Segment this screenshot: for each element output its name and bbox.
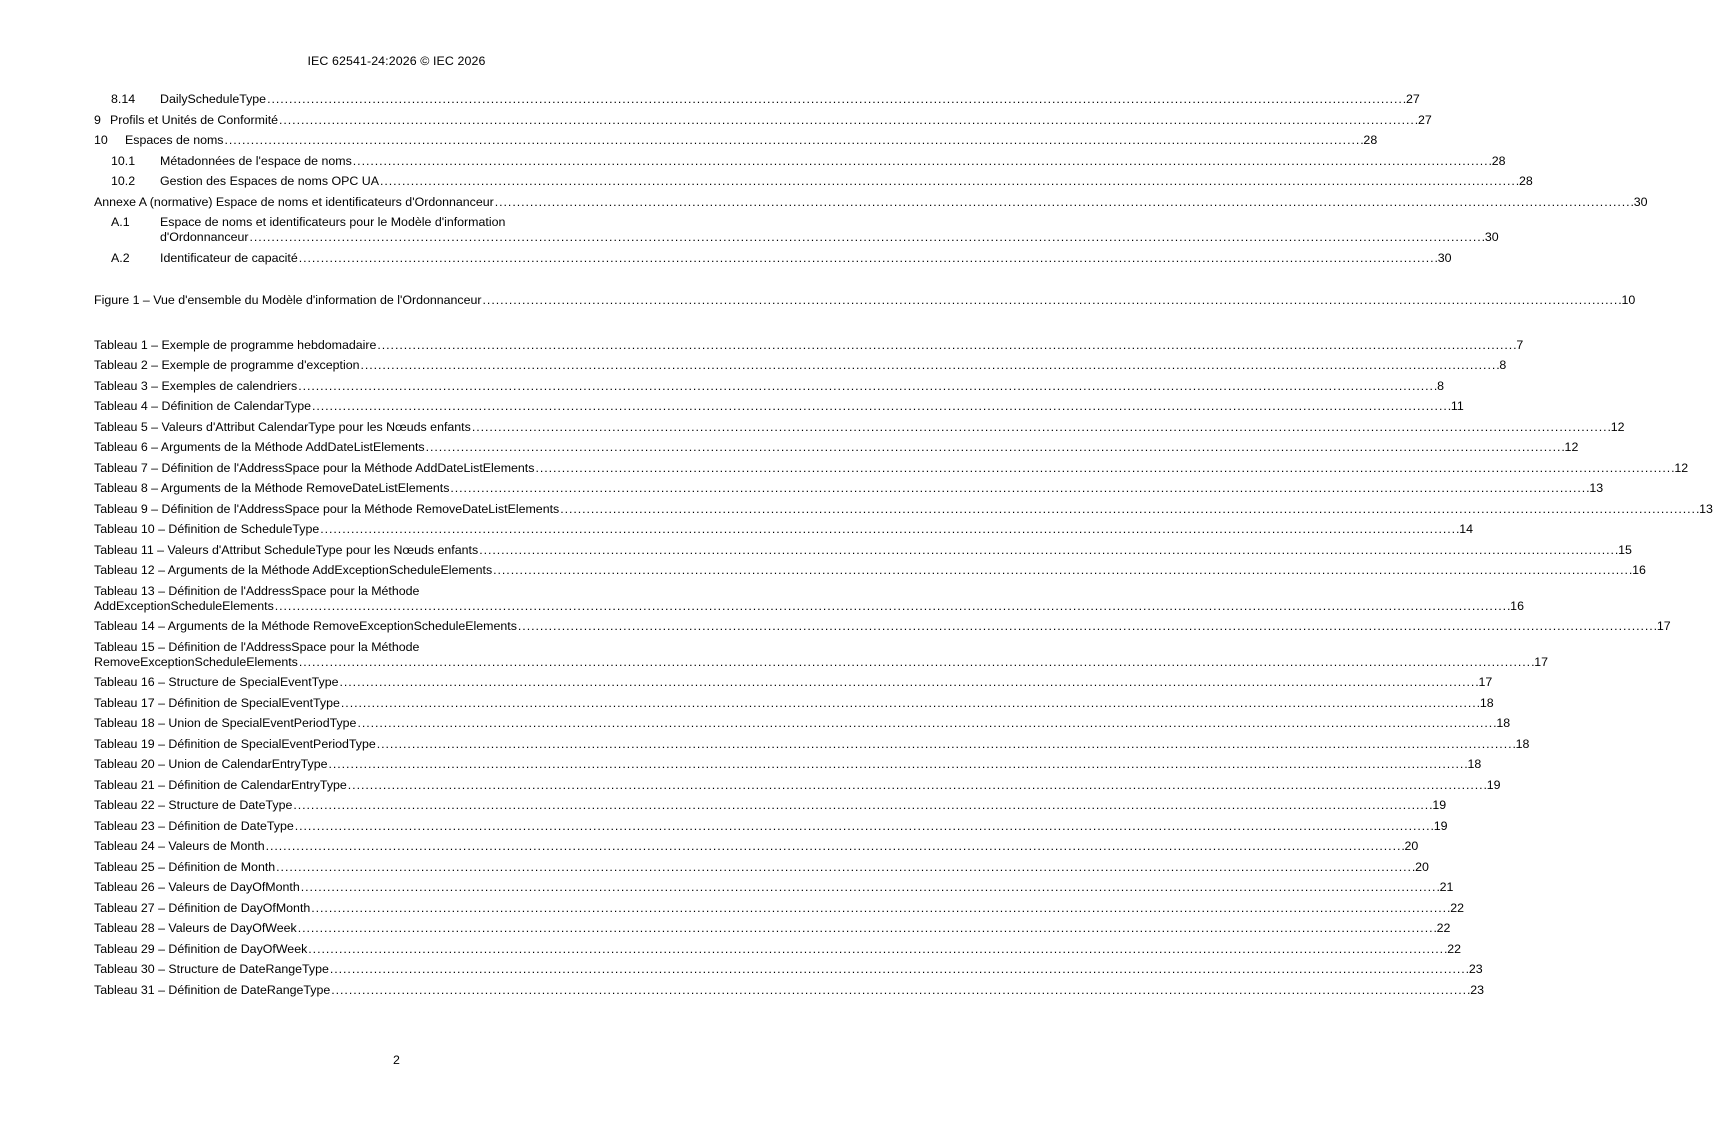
toc-leader-dots bbox=[357, 716, 1495, 731]
toc-leader-dots bbox=[483, 293, 1621, 308]
toc-entry-page: 20 bbox=[1404, 839, 1419, 853]
toc-entry-page: 27 bbox=[1417, 112, 1432, 127]
toc-entry-page: 28 bbox=[1363, 133, 1378, 147]
toc-entry-page: 27 bbox=[1406, 92, 1420, 106]
toc-table-title: Tableau 8 – Arguments de la Méthode RemoveDateListElements bbox=[94, 481, 450, 495]
toc-table-7[interactable] bbox=[94, 460, 1689, 476]
toc-entry-page: 16 bbox=[1632, 563, 1646, 577]
toc-entry-page: 28 bbox=[1518, 174, 1533, 188]
toc-table-title: Tableau 3 – Exemples de calendriers bbox=[94, 378, 298, 393]
toc-table-25[interactable] bbox=[94, 859, 1429, 875]
toc-entry-page: 14 bbox=[1459, 522, 1473, 536]
page-number: 2 bbox=[393, 1053, 400, 1067]
toc-leader-dots bbox=[311, 901, 1449, 916]
toc-entry-page: 8 bbox=[1437, 378, 1445, 393]
toc-entry-page: 21 bbox=[1439, 880, 1454, 894]
toc-table-title: Tableau 26 – Valeurs de DayOfMonth bbox=[94, 880, 300, 894]
toc-table-title: Tableau 19 – Définition de SpecialEventPeriodType bbox=[94, 736, 376, 751]
toc-leader-dots bbox=[279, 113, 1417, 128]
toc-entry-number: 8.14 bbox=[111, 92, 136, 106]
toc-leader-dots bbox=[275, 599, 1509, 614]
toc-leader-dots bbox=[293, 798, 1431, 813]
toc-table-31[interactable] bbox=[94, 982, 1484, 998]
toc-leader-dots bbox=[377, 338, 1515, 353]
toc-table-title: Tableau 20 – Union de CalendarEntryType bbox=[94, 757, 328, 771]
toc-entry-page: 22 bbox=[1450, 900, 1464, 915]
toc-entry-page: 12 bbox=[1610, 419, 1625, 434]
toc-table-title: Tableau 29 – Définition de DayOfWeek bbox=[94, 941, 308, 956]
toc-table-26[interactable] bbox=[94, 880, 1454, 895]
toc-entry-title: Métadonnées de l'espace de noms bbox=[160, 153, 352, 168]
toc-leader-dots bbox=[267, 92, 1405, 107]
toc-table-title: Tableau 11 – Valeurs d'Attribut ScheduleType pour les Nœuds enfants bbox=[94, 542, 479, 557]
toc-table-11[interactable] bbox=[94, 542, 1632, 558]
toc-table-5[interactable] bbox=[94, 419, 1625, 435]
toc-leader-dots bbox=[493, 563, 1631, 578]
toc-entry-page: 17 bbox=[1656, 619, 1671, 633]
toc-table-1[interactable] bbox=[94, 337, 1524, 353]
toc-table-title: Tableau 23 – Définition de DateType bbox=[94, 818, 294, 833]
toc-table-title: Tableau 28 – Valeurs de DayOfWeek bbox=[94, 921, 297, 935]
toc-entry-page: 30 bbox=[1484, 230, 1499, 244]
toc-leader-dots bbox=[320, 522, 1458, 537]
toc-leader-dots bbox=[535, 461, 1673, 476]
toc-table-title: Tableau 6 – Arguments de la Méthode AddDateListElements bbox=[94, 440, 425, 454]
toc-entry-page: 30 bbox=[1437, 250, 1452, 265]
toc-leader-dots bbox=[518, 619, 1656, 634]
toc-table-3[interactable] bbox=[94, 378, 1445, 394]
toc-table-title: Tableau 18 – Union de SpecialEventPeriodType bbox=[94, 716, 357, 730]
toc-table-30[interactable] bbox=[94, 962, 1483, 977]
toc-table-9[interactable] bbox=[94, 501, 1713, 517]
toc-leader-dots bbox=[298, 379, 1436, 394]
toc-entry-title: Annexe A (normative) Espace de noms et identificateurs d'Ordonnanceur bbox=[94, 194, 494, 209]
toc-table-4[interactable] bbox=[94, 399, 1464, 414]
toc-leader-dots bbox=[426, 440, 1564, 455]
toc-table-15[interactable] bbox=[94, 639, 1549, 670]
toc-table-title: Tableau 7 – Définition de l'AddressSpace pour la Méthode AddDateListElements bbox=[94, 460, 535, 475]
toc-entry-number: A.2 bbox=[111, 250, 130, 265]
toc-entry-page: 19 bbox=[1432, 798, 1447, 812]
toc-table-27[interactable] bbox=[94, 900, 1464, 916]
toc-entry-page: 30 bbox=[1633, 194, 1648, 209]
toc-table-10[interactable] bbox=[94, 522, 1473, 537]
toc-leader-dots bbox=[225, 133, 1363, 148]
toc-leader-dots bbox=[472, 420, 1610, 435]
toc-entry-page: 11 bbox=[1450, 399, 1464, 413]
toc-table-24[interactable] bbox=[94, 839, 1419, 854]
toc-entry-page: 10 bbox=[1621, 293, 1636, 307]
toc-entry-page: 20 bbox=[1415, 859, 1429, 874]
toc-entry-number: 10.1 bbox=[111, 153, 136, 168]
toc-entry-9[interactable] bbox=[94, 112, 1432, 128]
toc-leader-dots bbox=[479, 543, 1617, 558]
toc-table-title: Tableau 24 – Valeurs de Month bbox=[94, 839, 265, 853]
toc-table-title: Tableau 10 – Définition de ScheduleType bbox=[94, 522, 320, 536]
toc-leader-dots bbox=[360, 358, 1498, 373]
spacer bbox=[94, 271, 698, 293]
toc-entry-title: Identificateur de capacité bbox=[160, 250, 298, 265]
toc-table-title: Tableau 31 – Définition de DateRangeType bbox=[94, 982, 331, 997]
toc-table-title: Tableau 1 – Exemple de programme hebdomadaire bbox=[94, 337, 377, 352]
toc-table-16[interactable] bbox=[94, 675, 1493, 690]
toc-leader-dots bbox=[353, 154, 1491, 169]
toc-leader-dots bbox=[331, 983, 1469, 998]
toc-table-title: Tableau 4 – Définition de CalendarType bbox=[94, 399, 311, 413]
toc-entry-page: 28 bbox=[1491, 153, 1506, 168]
toc-entry-10-1[interactable] bbox=[94, 153, 1506, 169]
toc-table-20[interactable] bbox=[94, 757, 1482, 772]
toc-entry-page: 18 bbox=[1479, 695, 1494, 710]
toc-entry-page: 22 bbox=[1447, 941, 1462, 956]
toc-entry-page: 12 bbox=[1564, 440, 1579, 454]
toc-table-title: Tableau 27 – Définition de DayOfMonth bbox=[94, 900, 311, 915]
toc-table-title: Tableau 17 – Définition de SpecialEventType bbox=[94, 695, 340, 710]
toc-table-17[interactable] bbox=[94, 695, 1494, 711]
toc-table-13[interactable] bbox=[94, 583, 1524, 614]
toc-entry-page: 17 bbox=[1478, 675, 1493, 689]
toc-entry-page: 17 bbox=[1534, 654, 1549, 669]
toc-table-19[interactable] bbox=[94, 736, 1530, 752]
toc-leader-dots bbox=[312, 399, 1450, 414]
toc-entry-page: 15 bbox=[1618, 542, 1632, 557]
toc-figure-title: Figure 1 – Vue d'ensemble du Modèle d'information de l'Ordonnanceur bbox=[94, 293, 482, 307]
toc-entry-page: 18 bbox=[1515, 736, 1530, 751]
toc-table-12[interactable] bbox=[94, 563, 1646, 578]
toc-entry-page: 12 bbox=[1674, 460, 1689, 475]
toc-leader-dots bbox=[299, 251, 1437, 266]
toc-entry-page: 23 bbox=[1468, 962, 1483, 976]
toc-table-title: Tableau 13 – Définition de l'AddressSpace pour la Méthode bbox=[94, 583, 420, 598]
toc-entry-page: 18 bbox=[1496, 716, 1511, 730]
toc-table-6[interactable] bbox=[94, 440, 1579, 455]
toc-table-title: Tableau 30 – Structure de DateRangeType bbox=[94, 962, 329, 976]
toc-table-23[interactable] bbox=[94, 818, 1448, 834]
toc-leader-dots bbox=[299, 655, 1533, 670]
toc-table-title-continued: AddExceptionScheduleElements bbox=[94, 598, 274, 613]
toc-leader-dots bbox=[380, 174, 1518, 189]
toc-table-title: Tableau 5 – Valeurs d'Attribut CalendarType pour les Nœuds enfants bbox=[94, 419, 471, 434]
toc-leader-dots bbox=[341, 696, 1479, 711]
toc-entry-number: 9 bbox=[94, 112, 101, 127]
toc-leader-dots bbox=[301, 880, 1439, 895]
toc-table-8[interactable] bbox=[94, 481, 1604, 496]
table-of-contents bbox=[94, 92, 1713, 1003]
toc-table-14[interactable] bbox=[94, 619, 1671, 634]
toc-leader-dots bbox=[249, 230, 1483, 245]
toc-entry-number: 10.2 bbox=[111, 174, 136, 188]
toc-entry-page: 18 bbox=[1467, 757, 1482, 771]
toc-entry-annex-a[interactable] bbox=[94, 194, 1648, 210]
toc-entry-8-14[interactable] bbox=[94, 92, 1420, 107]
toc-table-18[interactable] bbox=[94, 716, 1511, 731]
toc-table-2[interactable] bbox=[94, 358, 1507, 373]
toc-entry-title-continued: d'Ordonnanceur bbox=[160, 230, 249, 244]
toc-leader-dots bbox=[348, 778, 1486, 793]
toc-entry-page: 23 bbox=[1470, 982, 1484, 997]
toc-entry-page: 19 bbox=[1486, 777, 1501, 792]
toc-leader-dots bbox=[329, 757, 1467, 772]
toc-table-title: Tableau 15 – Définition de l'AddressSpace pour la Méthode bbox=[94, 639, 420, 654]
toc-entry-page: 22 bbox=[1436, 921, 1451, 935]
toc-table-title: Tableau 2 – Exemple de programme d'exception bbox=[94, 358, 360, 372]
toc-entry-title: Espace de noms et identificateurs pour le Modèle d'information bbox=[160, 215, 506, 229]
toc-table-21[interactable] bbox=[94, 777, 1501, 793]
toc-entry-page: 13 bbox=[1589, 481, 1604, 495]
toc-leader-dots bbox=[295, 819, 1433, 834]
toc-leader-dots bbox=[308, 942, 1446, 957]
toc-table-title: Tableau 16 – Structure de SpecialEventType bbox=[94, 675, 339, 689]
toc-entry-10-2[interactable] bbox=[94, 174, 1533, 189]
toc-leader-dots bbox=[560, 502, 1698, 517]
toc-entry-title: Gestion des Espaces de noms OPC UA bbox=[160, 174, 380, 188]
toc-figure-1[interactable] bbox=[94, 293, 1636, 308]
toc-entry-title: Profils et Unités de Conformité bbox=[110, 112, 279, 127]
toc-table-title: Tableau 21 – Définition de CalendarEntryType bbox=[94, 777, 347, 792]
toc-leader-dots bbox=[266, 839, 1404, 854]
toc-table-title: Tableau 25 – Définition de Month bbox=[94, 859, 276, 874]
toc-leader-dots bbox=[495, 195, 1633, 210]
toc-table-22[interactable] bbox=[94, 798, 1447, 813]
toc-entry-title: Espaces de noms bbox=[125, 133, 224, 147]
toc-table-29[interactable] bbox=[94, 941, 1462, 957]
toc-entry-page: 7 bbox=[1516, 337, 1524, 352]
toc-entry-page: 16 bbox=[1510, 598, 1524, 613]
toc-entry-title: DailyScheduleType bbox=[160, 92, 267, 106]
toc-table-title: Tableau 9 – Définition de l'AddressSpace pour la Méthode RemoveDateListElements bbox=[94, 501, 560, 516]
spacer bbox=[94, 314, 698, 338]
toc-entry-number: 10 bbox=[94, 133, 108, 147]
toc-table-title-continued: RemoveExceptionScheduleElements bbox=[94, 654, 298, 669]
toc-table-title: Tableau 22 – Structure de DateType bbox=[94, 798, 293, 812]
toc-leader-dots bbox=[276, 860, 1414, 875]
toc-tables-list bbox=[94, 337, 1713, 998]
toc-table-28[interactable] bbox=[94, 921, 1451, 936]
toc-entry-10[interactable] bbox=[94, 133, 1378, 148]
toc-leader-dots bbox=[340, 675, 1478, 690]
page-header: IEC 62541-24:2026 © IEC 2026 bbox=[307, 54, 486, 68]
toc-leader-dots bbox=[298, 921, 1436, 936]
toc-entry-a-2[interactable] bbox=[94, 250, 1452, 266]
toc-leader-dots bbox=[450, 481, 1588, 496]
toc-leader-dots bbox=[377, 737, 1515, 752]
toc-entry-a-1[interactable] bbox=[94, 215, 1499, 245]
toc-table-title: Tableau 12 – Arguments de la Méthode AddExceptionScheduleElements bbox=[94, 563, 493, 577]
toc-entry-number: A.1 bbox=[111, 215, 130, 229]
toc-leader-dots bbox=[330, 962, 1468, 977]
toc-entry-page: 8 bbox=[1499, 358, 1507, 372]
toc-entry-page: 19 bbox=[1433, 818, 1448, 833]
toc-entry-page: 13 bbox=[1699, 501, 1713, 516]
toc-table-title: Tableau 14 – Arguments de la Méthode RemoveExceptionScheduleElements bbox=[94, 619, 517, 633]
